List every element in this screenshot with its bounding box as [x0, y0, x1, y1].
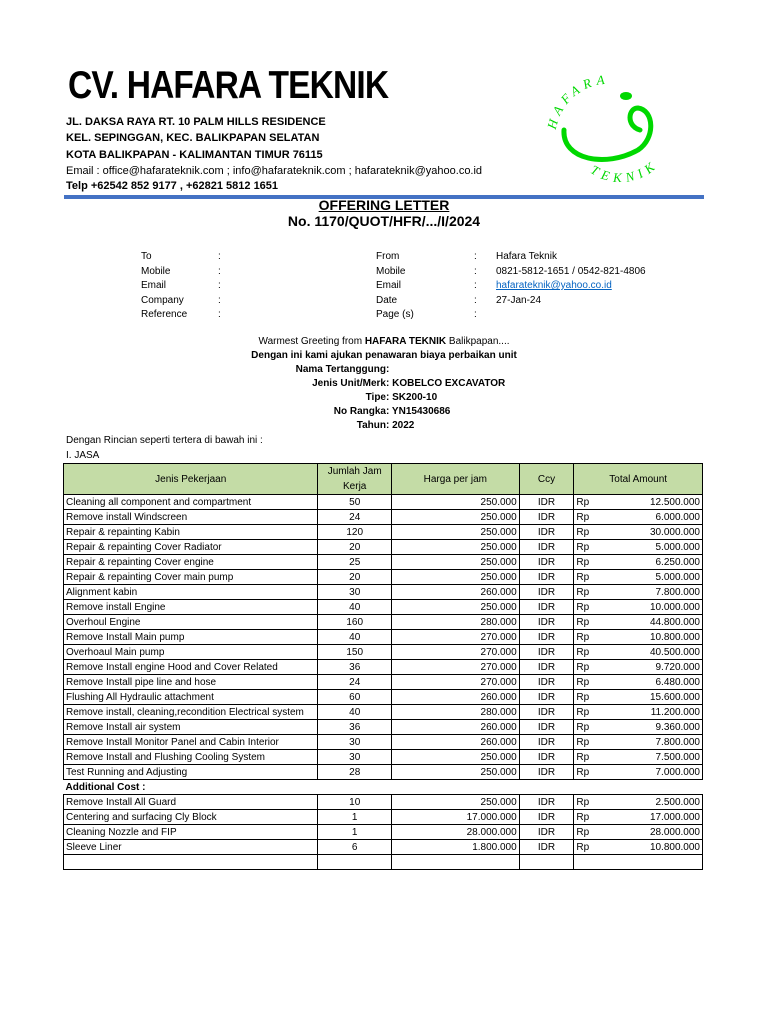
- cell-job: Sleeve Liner: [64, 840, 318, 855]
- cell-rp: Rp: [574, 750, 595, 765]
- colon: :: [218, 265, 221, 277]
- cell-ccy: IDR: [519, 765, 574, 780]
- unit-label-year: Tahun: [356, 420, 386, 431]
- cell-hours: 40: [318, 600, 392, 615]
- cell-job: Remove Install Monitor Panel and Cabin Interior: [64, 735, 318, 750]
- meta-left-colons: [218, 250, 221, 323]
- cell-job: Cleaning all component and compartment: [64, 495, 318, 510]
- table-row: [64, 825, 703, 840]
- cell-rp: Rp: [574, 510, 595, 525]
- table-row: [64, 765, 703, 780]
- cell-hours: 30: [318, 585, 392, 600]
- cell-rp: Rp: [574, 615, 595, 630]
- address-line-3: KOTA BALIKPAPAN - KALIMANTAN TIMUR 76115: [66, 149, 323, 161]
- cell-ccy: IDR: [519, 795, 574, 810]
- cell-job: Remove Install pipe line and hose: [64, 675, 318, 690]
- cell-rp: Rp: [574, 810, 595, 825]
- table-row: [64, 795, 703, 810]
- table-row: [64, 615, 703, 630]
- cell-rate: 250.000: [391, 750, 519, 765]
- cell-rate: 260.000: [391, 720, 519, 735]
- cell-ccy: IDR: [519, 615, 574, 630]
- cell-rate: 280.000: [391, 705, 519, 720]
- table-header-row: [64, 464, 703, 495]
- cell-job: Remove Install engine Hood and Cover Related: [64, 660, 318, 675]
- table-row: [64, 585, 703, 600]
- cell-total: 5.000.000: [595, 540, 703, 555]
- cell-rate: 250.000: [391, 555, 519, 570]
- cell-job: Remove Install air system: [64, 720, 318, 735]
- cell-total: 40.500.000: [595, 645, 703, 660]
- cell-hours: 50: [318, 495, 392, 510]
- cell-rate: 1.800.000: [391, 840, 519, 855]
- table-row: [64, 735, 703, 750]
- logo-dot: [620, 92, 632, 100]
- empty-cell: [391, 855, 519, 870]
- cell-hours: 60: [318, 690, 392, 705]
- cell-job: Repair & repainting Cover engine: [64, 555, 318, 570]
- cell-hours: 10: [318, 795, 392, 810]
- meta-left-labels: [141, 250, 187, 323]
- section-label: I. JASA: [66, 450, 100, 461]
- cell-total: 9.720.000: [595, 660, 703, 675]
- cell-hours: 6: [318, 840, 392, 855]
- cell-ccy: IDR: [519, 705, 574, 720]
- cell-ccy: IDR: [519, 825, 574, 840]
- address-line-1: JL. DAKSA RAYA RT. 10 PALM HILLS RESIDENCE: [66, 116, 326, 128]
- additional-cost-row: [64, 780, 703, 795]
- meta-value-from: Hafara Teknik: [496, 251, 557, 262]
- cell-job: Remove Install Main pump: [64, 630, 318, 645]
- header-ccy: Ccy: [519, 464, 574, 495]
- cell-job: Remove Install All Guard: [64, 795, 318, 810]
- unit-value-year: : 2022: [386, 420, 415, 431]
- table-row: [64, 525, 703, 540]
- cell-rp: Rp: [574, 570, 595, 585]
- cell-rp: Rp: [574, 735, 595, 750]
- unit-value-frame-no: : YN15430686: [386, 406, 451, 417]
- logo-mark: [564, 108, 651, 160]
- cell-ccy: IDR: [519, 690, 574, 705]
- cell-rate: 270.000: [391, 645, 519, 660]
- empty-cell: [595, 855, 703, 870]
- cell-job: Repair & repainting Cover main pump: [64, 570, 318, 585]
- cell-total: 10.000.000: [595, 600, 703, 615]
- meta-label-pages: Page (s): [376, 309, 414, 320]
- cell-job: Overhoul Engine: [64, 615, 318, 630]
- cell-rate: 250.000: [391, 510, 519, 525]
- meta-label-reference: Reference: [141, 309, 188, 320]
- table-row: [64, 705, 703, 720]
- cell-rp: Rp: [574, 495, 595, 510]
- colon: :: [218, 280, 221, 291]
- unit-value-type-brand: : KOBELCO EXCAVATOR: [386, 378, 506, 389]
- cell-ccy: IDR: [519, 630, 574, 645]
- cell-ccy: IDR: [519, 585, 574, 600]
- cell-total: 17.000.000: [595, 810, 703, 825]
- cell-total: 7.800.000: [595, 735, 703, 750]
- cell-rate: 250.000: [391, 525, 519, 540]
- table-body: [64, 495, 703, 870]
- table-row: [64, 540, 703, 555]
- cell-total: 6.000.000: [595, 510, 703, 525]
- cell-ccy: IDR: [519, 540, 574, 555]
- cell-total: 44.800.000: [595, 615, 703, 630]
- cell-hours: 36: [318, 720, 392, 735]
- cell-job: Overhoaul Main pump: [64, 645, 318, 660]
- cell-total: 7.800.000: [595, 585, 703, 600]
- unit-label-insured: Nama Tertanggung: [295, 364, 386, 375]
- cell-ccy: IDR: [519, 750, 574, 765]
- cell-job: Repair & repainting Cover Radiator: [64, 540, 318, 555]
- cell-hours: 24: [318, 510, 392, 525]
- cell-total: 30.000.000: [595, 525, 703, 540]
- cell-total: 10.800.000: [595, 840, 703, 855]
- cell-hours: 25: [318, 555, 392, 570]
- cell-total: 7.500.000: [595, 750, 703, 765]
- cell-rate: 28.000.000: [391, 825, 519, 840]
- additional-cost-label: Additional Cost :: [64, 780, 703, 795]
- cell-ccy: IDR: [519, 675, 574, 690]
- cell-rp: Rp: [574, 825, 595, 840]
- meta-value-email-link[interactable]: hafarateknik@yahoo.co.id: [496, 280, 612, 291]
- cell-total: 28.000.000: [595, 825, 703, 840]
- empty-row: [64, 855, 703, 870]
- details-intro: Dengan Rincian seperti tertera di bawah ini :: [66, 435, 263, 446]
- colon: :: [218, 294, 221, 306]
- header-hours: Jumlah Jam Kerja: [318, 464, 392, 495]
- cell-job: Centering and surfacing Cly Block: [64, 810, 318, 825]
- cell-hours: 40: [318, 705, 392, 720]
- table-row: [64, 600, 703, 615]
- cell-ccy: IDR: [519, 555, 574, 570]
- cell-ccy: IDR: [519, 510, 574, 525]
- cell-rate: 270.000: [391, 675, 519, 690]
- cell-ccy: IDR: [519, 840, 574, 855]
- cell-total: 2.500.000: [595, 795, 703, 810]
- cell-rate: 250.000: [391, 795, 519, 810]
- cell-ccy: IDR: [519, 570, 574, 585]
- cell-hours: 28: [318, 765, 392, 780]
- letter-number: No. 1170/QUOT/HFR/.../I/2024: [287, 213, 481, 229]
- table-row: [64, 675, 703, 690]
- cell-hours: 120: [318, 525, 392, 540]
- unit-value-insured: :: [386, 364, 390, 375]
- cell-job: Remove install Engine: [64, 600, 318, 615]
- table-row: [64, 495, 703, 510]
- header-job: Jenis Pekerjaan: [64, 464, 318, 495]
- table-row: [64, 720, 703, 735]
- cell-rp: Rp: [574, 555, 595, 570]
- cell-ccy: IDR: [519, 495, 574, 510]
- cell-rp: Rp: [574, 765, 595, 780]
- cell-job: Remove Install and Flushing Cooling System: [64, 750, 318, 765]
- cell-total: 6.480.000: [595, 675, 703, 690]
- table-row: [64, 840, 703, 855]
- table-row: [64, 645, 703, 660]
- meta-label-to: To: [141, 251, 152, 262]
- cell-rate: 250.000: [391, 540, 519, 555]
- cell-rate: 250.000: [391, 600, 519, 615]
- colon: :: [474, 309, 477, 320]
- cell-rate: 17.000.000: [391, 810, 519, 825]
- cell-job: Flushing All Hydraulic attachment: [64, 690, 318, 705]
- table-row: [64, 660, 703, 675]
- table-row: [64, 510, 703, 525]
- cell-rate: 260.000: [391, 690, 519, 705]
- cell-total: 9.360.000: [595, 720, 703, 735]
- meta-right-labels: [376, 250, 414, 323]
- cell-rate: 250.000: [391, 495, 519, 510]
- cell-hours: 40: [318, 630, 392, 645]
- cell-rate: 270.000: [391, 630, 519, 645]
- cell-hours: 24: [318, 675, 392, 690]
- cell-job: Remove install, cleaning,recondition Electrical system: [64, 705, 318, 720]
- svg-text:HAFARA: [544, 71, 610, 131]
- cell-total: 7.000.000: [595, 765, 703, 780]
- cell-job: Test Running and Adjusting: [64, 765, 318, 780]
- cell-ccy: IDR: [519, 810, 574, 825]
- cell-job: Remove install Windscreen: [64, 510, 318, 525]
- cell-rate: 270.000: [391, 660, 519, 675]
- cell-rate: 260.000: [391, 735, 519, 750]
- meta-label-from-email: Email: [376, 280, 402, 291]
- telp-line: Telp +62542 852 9177 , +62821 5812 1651: [66, 180, 279, 192]
- greeting-suffix: Balikpapan....: [446, 336, 510, 347]
- cell-hours: 30: [318, 735, 392, 750]
- colon: :: [218, 251, 221, 262]
- cell-total: 11.200.000: [595, 705, 703, 720]
- greeting-line: [0, 336, 768, 347]
- unit-label-type-brand: Jenis Unit/Merk: [312, 378, 386, 389]
- cell-rp: Rp: [574, 720, 595, 735]
- cell-rp: Rp: [574, 525, 595, 540]
- colon: :: [474, 294, 477, 306]
- colon: :: [474, 265, 477, 277]
- meta-label-mobile: Mobile: [141, 265, 171, 277]
- empty-cell: [64, 855, 318, 870]
- empty-cell: [318, 855, 392, 870]
- colon: :: [218, 309, 221, 320]
- table-row: [64, 630, 703, 645]
- cell-hours: 150: [318, 645, 392, 660]
- table-row: [64, 555, 703, 570]
- unit-value-model: : SK200-10: [386, 392, 438, 403]
- company-name: CV. HAFARA TEKNIK: [68, 64, 389, 107]
- cell-rp: Rp: [574, 795, 595, 810]
- cell-hours: 1: [318, 825, 392, 840]
- email-line: Email : office@hafarateknik.com ; info@hafarateknik.com ; hafarateknik@yahoo.co.id: [66, 165, 483, 177]
- cell-ccy: IDR: [519, 525, 574, 540]
- cell-total: 12.500.000: [595, 495, 703, 510]
- cell-total: 15.600.000: [595, 690, 703, 705]
- cell-ccy: IDR: [519, 735, 574, 750]
- empty-cell: [574, 855, 595, 870]
- cell-hours: 1: [318, 810, 392, 825]
- cell-rp: Rp: [574, 540, 595, 555]
- cell-rp: Rp: [574, 660, 595, 675]
- cell-total: 5.000.000: [595, 570, 703, 585]
- cell-ccy: IDR: [519, 645, 574, 660]
- meta-value-mobile: 0821-5812-1651 / 0542-821-4806: [496, 265, 646, 277]
- cell-rp: Rp: [574, 690, 595, 705]
- cell-rate: 260.000: [391, 585, 519, 600]
- cell-hours: 20: [318, 540, 392, 555]
- cell-rp: Rp: [574, 600, 595, 615]
- meta-label-from: From: [376, 251, 400, 262]
- meta-right-colons: [474, 250, 477, 323]
- company-logo: [540, 68, 680, 188]
- colon: :: [474, 251, 477, 262]
- cell-rate: 250.000: [391, 570, 519, 585]
- cell-job: Repair & repainting Kabin: [64, 525, 318, 540]
- cell-ccy: IDR: [519, 600, 574, 615]
- services-table: [63, 463, 703, 870]
- meta-label-company: Company: [141, 294, 184, 306]
- cell-hours: 30: [318, 750, 392, 765]
- logo-text-top: HAFARA: [543, 71, 611, 131]
- cell-total: 6.250.000: [595, 555, 703, 570]
- cell-job: Cleaning Nozzle and FIP: [64, 825, 318, 840]
- cell-rate: 250.000: [391, 765, 519, 780]
- unit-label-frame-no: No Rangka: [333, 406, 386, 417]
- cell-job: Alignment kabin: [64, 585, 318, 600]
- cell-total: 10.800.000: [595, 630, 703, 645]
- address-line-2: KEL. SEPINGGAN, KEC. BALIKPAPAN SELATAN: [66, 132, 320, 144]
- cell-rp: Rp: [574, 585, 595, 600]
- table-row: [64, 810, 703, 825]
- cell-ccy: IDR: [519, 660, 574, 675]
- meta-value-date: 27-Jan-24: [496, 294, 542, 306]
- logo-text-bottom: TEKNIK: [588, 156, 662, 186]
- table-row: [64, 570, 703, 585]
- meta-right-values: [496, 250, 646, 308]
- unit-label-model: Tipe: [365, 392, 386, 403]
- greeting-prefix: Warmest Greeting from: [258, 336, 365, 347]
- offer-line: Dengan ini kami ajukan penawaran biaya perbaikan unit: [251, 350, 517, 361]
- greeting-company: HAFARA TEKNIK: [364, 336, 447, 347]
- cell-rp: Rp: [574, 645, 595, 660]
- cell-ccy: IDR: [519, 720, 574, 735]
- meta-label-email: Email: [141, 280, 167, 291]
- cell-hours: 160: [318, 615, 392, 630]
- cell-rp: Rp: [574, 840, 595, 855]
- cell-hours: 36: [318, 660, 392, 675]
- colon: :: [474, 280, 477, 291]
- letter-title: OFFERING LETTER: [318, 197, 450, 213]
- cell-rp: Rp: [574, 705, 595, 720]
- empty-cell: [519, 855, 574, 870]
- meta-label-date: Date: [376, 294, 398, 306]
- table-row: [64, 690, 703, 705]
- cell-hours: 20: [318, 570, 392, 585]
- table-row: [64, 750, 703, 765]
- cell-rate: 280.000: [391, 615, 519, 630]
- cell-rp: Rp: [574, 630, 595, 645]
- cell-rp: Rp: [574, 675, 595, 690]
- meta-label-from-mobile: Mobile: [376, 265, 406, 277]
- header-rate: Harga per jam: [391, 464, 519, 495]
- header-total: Total Amount: [574, 464, 703, 495]
